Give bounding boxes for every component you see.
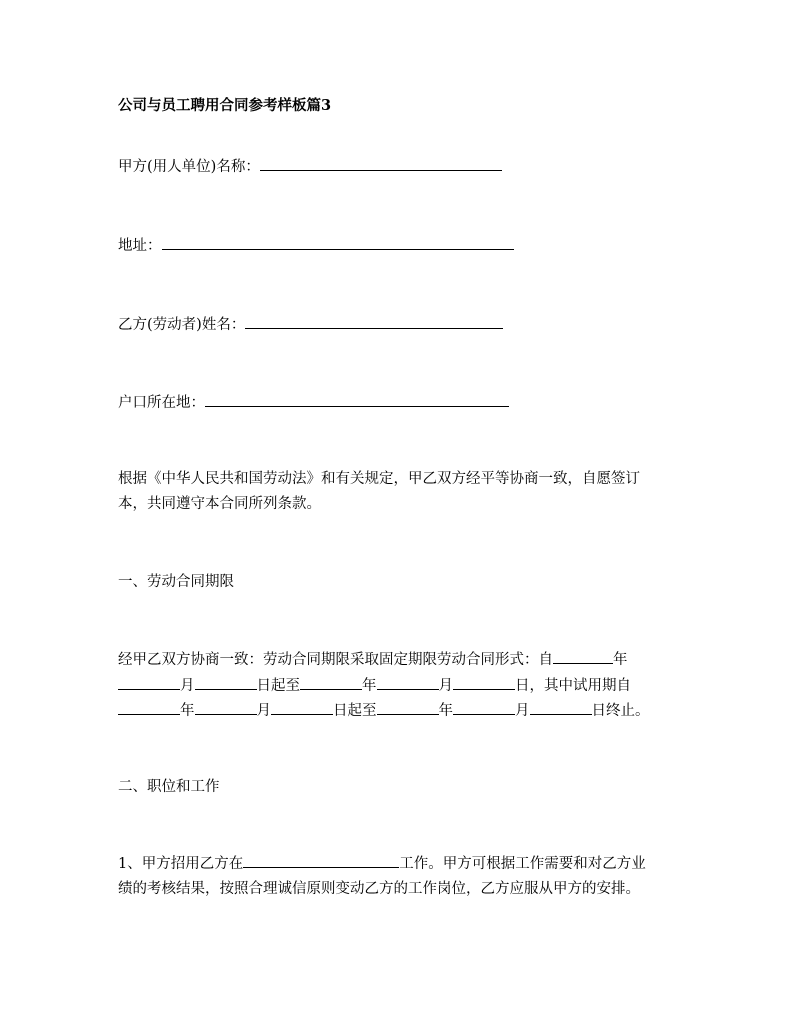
intro-line-2: 本，共同遵守本合同所列条款。 bbox=[118, 496, 321, 512]
employee-name-blank[interactable] bbox=[245, 314, 503, 329]
year-label: 年 bbox=[362, 678, 377, 694]
workplace-blank[interactable] bbox=[243, 853, 399, 868]
end-month-blank[interactable] bbox=[377, 675, 439, 690]
start-year-blank[interactable] bbox=[553, 649, 613, 664]
employee-name-label: 乙方(劳动者)姓名： bbox=[118, 317, 246, 333]
trial-start-month-blank[interactable] bbox=[195, 700, 257, 715]
term-line-2 bbox=[118, 673, 678, 699]
trial-start-day-blank[interactable] bbox=[271, 700, 333, 715]
hukou-label: 户口所在地： bbox=[118, 395, 205, 411]
position-text-a: 1、甲方招用乙方在 bbox=[118, 856, 244, 872]
start-month-blank[interactable] bbox=[118, 675, 180, 690]
section-1-heading: 一、劳动合同期限 bbox=[118, 574, 234, 590]
hukou-field bbox=[118, 390, 678, 416]
trial-end-day-blank[interactable] bbox=[530, 700, 592, 715]
end-year-blank[interactable] bbox=[300, 675, 362, 690]
day-end-label: 日终止。 bbox=[591, 703, 650, 719]
year-label: 年 bbox=[180, 703, 195, 719]
trial-start-year-blank[interactable] bbox=[118, 700, 180, 715]
trial-end-month-blank[interactable] bbox=[453, 700, 515, 715]
end-day-blank[interactable] bbox=[453, 675, 515, 690]
employer-name-label: 甲方(用人单位)名称： bbox=[118, 159, 260, 175]
position-text-b: 工作。甲方可根据工作需要和对乙方业 bbox=[399, 856, 646, 872]
term-text: 经甲乙双方协商一致：劳动合同期限采取固定期限劳动合同形式：自 bbox=[118, 652, 553, 668]
employer-name-field bbox=[118, 154, 678, 180]
term-line-3 bbox=[118, 698, 678, 724]
day-from-label: 日起至 bbox=[333, 703, 377, 719]
year-label: 年 bbox=[613, 652, 628, 668]
document-title: 公司与员工聘用合同参考样板篇3 bbox=[118, 97, 332, 114]
intro-line-1: 根据《中华人民共和国劳动法》和有关规定，甲乙双方经平等协商一致，自愿签订 bbox=[118, 471, 640, 487]
month-label: 月 bbox=[180, 678, 195, 694]
employer-name-blank[interactable] bbox=[260, 156, 502, 171]
trial-end-year-blank[interactable] bbox=[377, 700, 439, 715]
address-blank[interactable] bbox=[162, 235, 514, 250]
year-label: 年 bbox=[438, 703, 453, 719]
address-label: 地址： bbox=[118, 238, 162, 254]
employee-name-field bbox=[118, 312, 678, 338]
position-line-2: 绩的考核结果，按照合理诚信原则变动乙方的工作岗位，乙方应服从甲方的安排。 bbox=[118, 881, 640, 897]
month-label: 月 bbox=[256, 703, 271, 719]
start-day-blank[interactable] bbox=[195, 675, 257, 690]
hukou-blank[interactable] bbox=[205, 392, 509, 407]
month-label: 月 bbox=[515, 703, 530, 719]
month-label: 月 bbox=[438, 678, 453, 694]
section-2-heading: 二、职位和工作 bbox=[118, 779, 220, 795]
term-line-1 bbox=[118, 647, 678, 673]
address-field bbox=[118, 233, 678, 259]
position-line-1 bbox=[118, 851, 678, 877]
trial-label: 日，其中试用期自 bbox=[515, 678, 631, 694]
day-from-label: 日起至 bbox=[256, 678, 300, 694]
